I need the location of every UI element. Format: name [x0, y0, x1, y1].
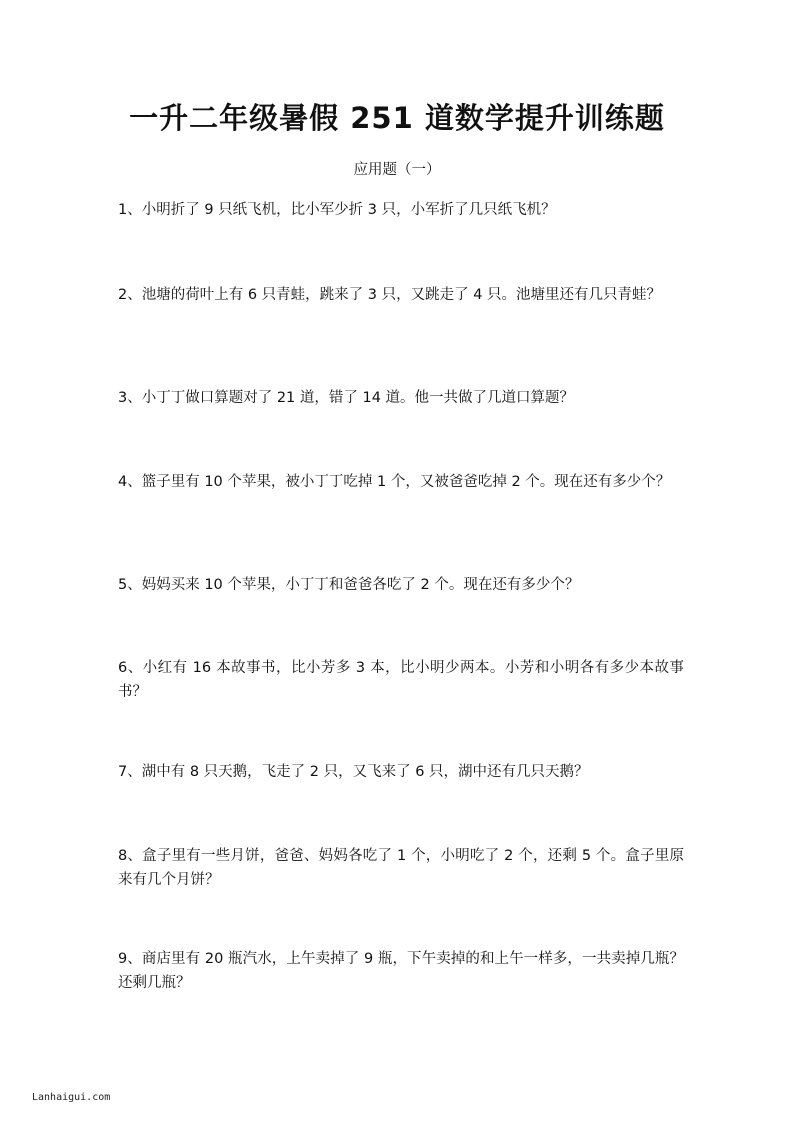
question-item: 6、小红有 16 本故事书，比小芳多 3 本，比小明少两本。小芳和小明各有多少本故事书？: [118, 660, 684, 700]
question-item: 7、湖中有 8 只天鹅，飞走了 2 只，又飞来了 6 只，湖中还有几只天鹅？: [118, 764, 589, 780]
page-title: 一升二年级暑假 251 道数学提升训练题: [129, 101, 665, 135]
section-subtitle: 应用题（一）: [353, 162, 441, 178]
question-item: 3、小丁丁做口算题对了 21 道，错了 14 道。他一共做了几道口算题？: [118, 390, 575, 406]
question-item: 9、商店里有 20 瓶汽水，上午卖掉了 9 瓶，下午卖掉的和上午一样多，一共卖掉几瓶？还剩几瓶？: [118, 951, 684, 991]
question-item: 1、小明折了 9 只纸飞机，比小军少折 3 只，小军折了几只纸飞机？: [118, 202, 556, 218]
question-item: 8、盒子里有一些月饼，爸爸、妈妈各吃了 1 个，小明吃了 2 个，还剩 5 个。盒子里原来有几个月饼？: [118, 848, 684, 888]
question-item: 5、妈妈买来 10 个苹果，小丁丁和爸爸各吃了 2 个。现在还有多少个？: [118, 577, 580, 593]
question-item: 4、篮子里有 10 个苹果，被小丁丁吃掉 1 个，又被爸爸吃掉 2 个。现在还有多少个？: [118, 474, 671, 490]
question-item: 2、池塘的荷叶上有 6 只青蛙，跳来了 3 只，又跳走了 4 只。池塘里还有几只青蛙？: [118, 287, 662, 303]
footer-watermark: Lanhaigui.com: [32, 1092, 111, 1103]
